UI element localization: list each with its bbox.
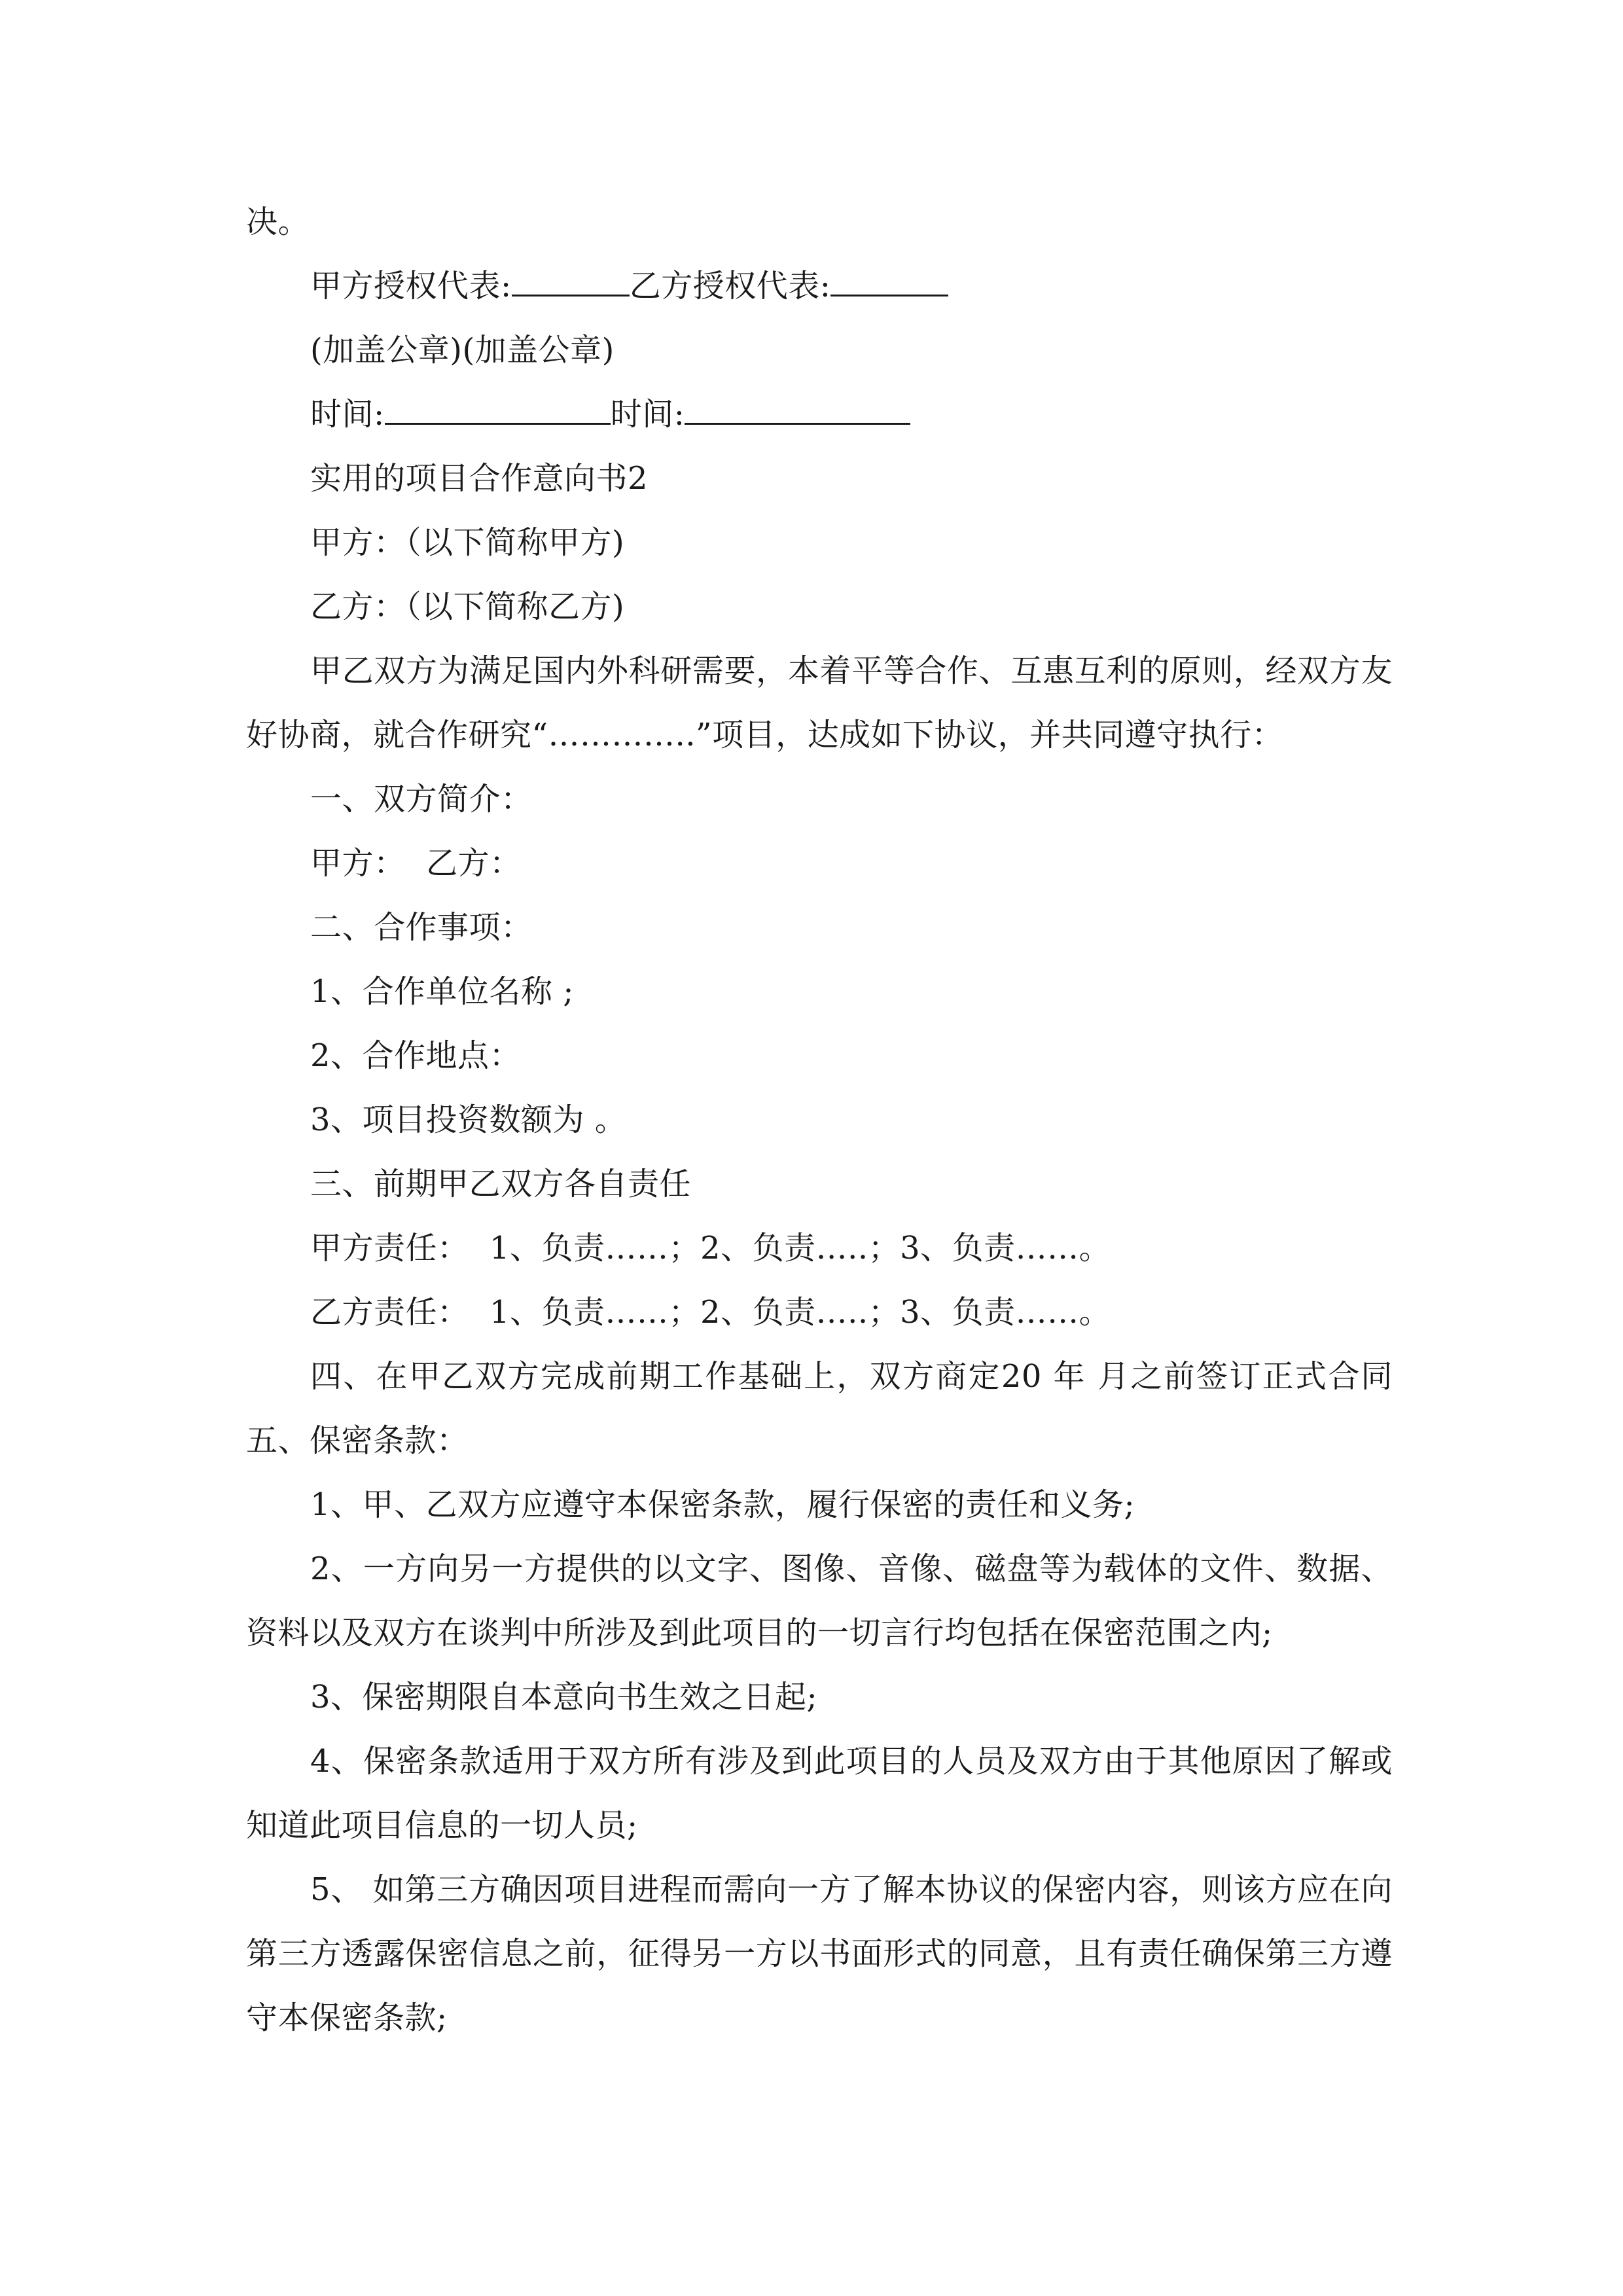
party-a-time-blank (385, 397, 611, 425)
document-body (246, 190, 1403, 2050)
intro-paragraph: 甲乙双方为满足国内外科研需要，本着平等合作、互惠互利的原则，经双方友好协商，就合作研究“…………..”项目，达成如下协议，并共同遵守执行： (246, 653, 1393, 753)
date-line (246, 382, 1393, 446)
party-b-time-blank (685, 397, 910, 425)
party-b-line: 乙方：（以下简称乙方) (310, 588, 625, 625)
party-b-representative-blank (830, 268, 948, 296)
party-b-time-label: 时间: (610, 396, 685, 433)
section-5-item-5: 5、 如第三方确因项目进程而需向一方了解本协议的保密内容，则该方应在向第三方透露保密信息之前，征得另一方以书面形式的同意，且有责任确保第三方遵守本保密条款; (246, 1871, 1393, 2036)
section-5-item-1: 1、甲、乙双方应遵守本保密条款，履行保密的责任和义务; (310, 1486, 1135, 1523)
section-5-item-4: 4、保密条款适用于双方所有涉及到此项目的人员及双方由于其他原因了解或知道此项目信息的一切人员; (246, 1743, 1393, 1844)
party-a-line: 甲方：（以下简称甲方) (310, 524, 625, 561)
section-3-party-b-duties: 乙方责任： 1、负责……；2、负责…..；3、负责……。 (310, 1294, 1111, 1331)
party-a-representative-blank (512, 268, 630, 296)
section-3-party-a-duties: 甲方责任： 1、负责……；2、负责…..；3、负责……。 (310, 1230, 1111, 1266)
signature-line (246, 254, 1393, 318)
section-3-title: 三、前期甲乙双方各自责任 (310, 1166, 692, 1202)
section-4-and-5-paragraph: 四、在甲乙双方完成前期工作基础上，双方商定20 年 月之前签订正式合同 五、保密条款： (246, 1358, 1403, 1459)
party-a-representative-label: 甲方授权代表: (310, 268, 512, 304)
continued-text: 决。 (246, 204, 310, 240)
seal-line: (加盖公章)(加盖公章) (310, 332, 615, 368)
document-heading: 实用的项目合作意向书2 (310, 460, 649, 497)
section-2-item-2: 2、合作地点： (310, 1037, 522, 1074)
party-a-time-label: 时间: (310, 396, 385, 433)
section-5-item-3: 3、保密期限自本意向书生效之日起; (310, 1679, 818, 1715)
section-2-title: 二、合作事项： (310, 909, 533, 946)
section-5-item-2: 2、一方向另一方提供的以文字、图像、音像、磁盘等为载体的文件、数据、资料以及双方在谈判中所涉及到此项目的一切言行均包括在保密范围之内; (246, 1551, 1393, 1651)
section-1-title: 一、双方简介： (310, 781, 533, 817)
section-2-item-3: 3、项目投资数额为 。 (310, 1102, 627, 1138)
party-b-representative-label: 乙方授权代表: (629, 268, 831, 304)
section-2-item-1: 1、合作单位名称 ; (310, 973, 574, 1010)
section-1-parties: 甲方： 乙方： (310, 845, 522, 882)
